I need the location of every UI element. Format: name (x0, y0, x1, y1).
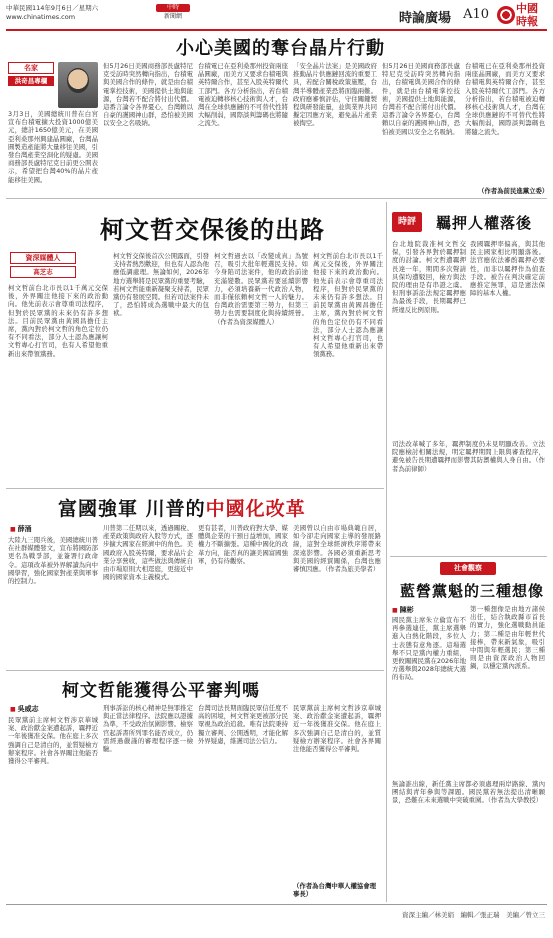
column-divider (386, 202, 387, 902)
section-divider (6, 198, 547, 199)
top-col-4: 「安全晶片法案」是美國政府推動晶片供應鏈回流的重要工具，若配合關稅政策施壓，台灣半導體產業恐將面臨兩難。政府應審慎評估，守住關鍵製程與研發能量，並與業界共同擬定因應方案，避免晶片產業被掏空。 (293, 62, 377, 128)
footer-rule (6, 904, 547, 905)
us-author: ■ 薛涌 (10, 524, 32, 534)
section-title: 時論廣場 (398, 11, 451, 26)
headline-chip: 小心美國的奪台晶片行動 (176, 38, 385, 59)
headline-us-red: 中國化改革 (205, 498, 306, 520)
masthead-left (6, 4, 98, 22)
us-col-1: 大陸九三閱兵後，美國總統川普在社群媒體發文，宣布將國防部更名為戰爭部，並簽署行政命令。這項改革被外界解讀為向中國學習，強化國家對產業與軍事的控制力。 (8, 536, 98, 586)
shiping-col-2: 我國羈押率偏高，與其他民主國家相比明顯落後。法官應依法審酌羈押必要性，而非以羈押作為偵查手段。被告在判決確定前應推定無罪，這是憲法保障的基本人權。 (470, 240, 545, 298)
section-divider (390, 556, 547, 557)
us-col-3: 更有甚者，川普政府對大學、媒體與企業的干預日益增加，國家權力不斷擴張。這種中國化的改革方向，能否真的讓美國富國強軍，仍有待觀察。 (198, 524, 288, 565)
header-rule (6, 29, 547, 31)
shiping-col-1: 台北地院裁准柯文哲交保，引發各界對於羈押制度的討論。柯文哲遭羈押長達一年，期間多次聲請具保均遭駁回，檢方與法院的理由是有串證之虞。但刑事訴訟法規定羈押應為最後手段，長期羈押已經違反比例原則。 (392, 240, 466, 314)
top-col-1: 3月3日，美國總統川普在白宮宣布台積電擴大投資1000億美元，總計1650億美元，在美國亞利桑那州興建晶圓廠，台灣晶圓製造產能將大量移往美國，引發台灣產業空洞化的疑慮。美國商務部長盧特尼克日前更公開表示，希望把台灣40%的晶片產能移往美國。 (8, 110, 98, 184)
us-col-2: 川普第二任期以來，透過關稅、產業政策與政府入股等方式，逐步擴大國家在經濟中的角色。美國政府入股英特爾，要求晶片企業分享營收，這些做法與傳統自由市場原則大相逕庭，更接近中國的國家資本主義模式。 (103, 524, 193, 582)
logo-badge: 中時 (156, 4, 190, 12)
us-col-4: 美國曾以自由市場典範自居，如今卻走向國家主導的發展路線，這對全球經濟秩序將帶來深遠影響。各國必須重新思考與美國的經貿關係，台灣也應審慎因應。（作者為旅美學者） (293, 524, 381, 574)
section-divider (6, 488, 384, 489)
ko-col-3: 柯文哲過去以「改變成真」為號召，吸引大批年輕選民支持。如今身陷司法案件，他的政治前途充滿變數。民眾黨若要延續影響力，必須培養新一代政治人物，而非僅依賴柯文哲一人的魅力。台灣政治需要第三勢力，但第三勢力也需要制度化與持續經營。（作者為資深媒體人） (214, 252, 308, 326)
shiping-col-3: 司法改革喊了多年，羈押制度仍未見明顯改善。立法院應檢討相關法規，明定羈押期間上限與審查程序，避免被告長期遭羈押而影響其防禦權與人身自由。（作者為前律師） (392, 440, 545, 473)
fair-author: ■ 吳威志 (10, 704, 39, 714)
brand-name: 中國時報 (516, 2, 538, 28)
site-url[interactable]: www.chinatimes.com (6, 13, 76, 21)
fair-author-note: （作者為台灣中華人權協會理事長） (293, 882, 377, 898)
ko-author-title: 資深媒體人 (10, 252, 76, 264)
headline-fair: 柯文哲能獲得公平審判嗎 (62, 681, 260, 701)
brand-logo (497, 2, 543, 30)
masthead (6, 4, 547, 30)
headline-kmt: 藍營黨魁的三種想像 (400, 582, 545, 600)
section-divider (6, 670, 384, 671)
column-label: 名家 (8, 62, 54, 74)
kmt-author: ■ 陳彬 (392, 605, 414, 615)
top-col-3: 台積電已在亞利桑那州投資兩座晶圓廠，而美方又要求台積電與英特爾合作，甚至入股英特爾代工部門。各方分析指出，若台積電被迫轉移核心技術與人才，台灣在全球供應鏈的不可替代性將大幅削弱，國際談判籌碼也將隨之流失。 (198, 62, 288, 128)
plum-blossom-icon (497, 6, 515, 24)
kmt-col-1: 國民黨主席朱立倫宣布不再參選連任，黨主席選舉進入白熱化階段，多位人士表態有意角逐。這場選舉不只是黨內權力重組，更攸關國民黨在2026年地方選舉與2028年總統大選的布局。 (392, 616, 466, 682)
columnist-name: 洪奇昌專欄 (8, 76, 54, 86)
fair-col-1: 民眾黨前主席柯文哲涉京華城案、政治獻金案遭起訴，羈押近一年後獲准交保。他在庭上多次強調自己是清白的，並質疑檢方辦案程序。社會各界關注他能否獲得公平審判。 (8, 716, 98, 766)
ko-col-1: 柯文哲前台北市長以1千萬元交保後，外界關注他接下來的政治動向。他先前表示會尊重司法程序，但對於民眾黨的未來仍有許多想法。目前民眾黨由黃國昌擔任主席，黨內對於柯文哲的角色定位仍有不同看法，部分人士認為應讓柯文哲專心打官司，也有人希望他重新出來帶領黨務。 (8, 284, 108, 358)
columnist-photo (58, 62, 98, 108)
logo-name: 新聞網 (163, 13, 182, 20)
headline-us (58, 494, 306, 521)
kmt-tag: 社會觀察 (440, 562, 496, 575)
fair-col-2: 刑事訴訟的核心精神是無罪推定與正當法律程序。法院應以證據為準，不受政治氛圍影響。檢察官起訴書所列罪名能否成立，仍需經過嚴謹的審理程序逐一檢驗。 (103, 704, 193, 754)
top-col-5: 但5月26日美國商務部長盧特尼克受訪時突然轉向指出，台積電與美國合作的條件，就是由台積電掌控技術，美國提供土地與能源，台灣若不配合將付出代價。這番言論令各界憂心，台灣賴以自豪的護國神山群，恐怕被美國以安全之名吸納。 (382, 62, 460, 136)
kmt-col-3: 無論誰出線，新任黨主席都必須處理兩岸路線、黨內團結與青年參與等課題。國民黨若無法提出清晰願景，恐難在未來選戰中突破重圍。（作者為大學教授） (392, 780, 545, 805)
kmt-col-2: 第一種想像是由地方諸侯出任，結合執政縣市首長的實力，強化選戰動員能力；第二種是由年輕世代接棒，帶來新氣象，吸引中間與年輕選民；第三種則是由資深政治人物回鍋，以穩定黨內派系。 (470, 605, 545, 671)
page-credits: 資深主編／林美娟 編輯／張正瑞 美編／曾立三 (402, 911, 545, 919)
headline-shiping: 羈押人權落後 (436, 214, 533, 232)
shiping-badge: 時評 (392, 212, 422, 232)
top-col-2: 但5月26日美國商務部長盧特尼克受訪時突然轉向指出，台積電與美國合作的條件，就是由台積電掌控技術，美國提供土地與能源，台灣若不配合將付出代價。這番言論令各界憂心，台灣賴以自豪的護國神山群，恐怕被美國以安全之名吸納。 (103, 62, 193, 128)
top-col-6: 台積電已在亞利桑那州投資兩座晶圓廠，而美方又要求台積電與英特爾合作，甚至入股英特爾代工部門。各方分析指出，若台積電被迫轉移核心技術與人才，台灣在全球供應鏈的不可替代性將大幅削弱，國際談判籌碼也將隨之流失。 (465, 62, 545, 136)
headline-us-black: 富國強軍 川普的 (58, 498, 206, 520)
chinatimes-news-logo (156, 4, 190, 24)
ko-col-4: 柯文哲前台北市長以1千萬元交保後，外界關注他接下來的政治動向。他先前表示會尊重司法程序，但對於民眾黨的未來仍有許多想法。目前民眾黨由黃國昌擔任主席，黨內對於柯文哲的角色定位仍有不同看法，部分人士認為應讓柯文哲專心打官司，也有人希望他重新出來帶領黨務。 (313, 252, 383, 359)
fair-col-4: 民眾黨前主席柯文哲涉京華城案、政治獻金案遭起訴，羈押近一年後獲准交保。他在庭上多次強調自己是清白的，並質疑檢方辦案程序。社會各界關注他能否獲得公平審判。 (293, 704, 381, 754)
top-author-note: （作者為前民進黨立委） (478, 187, 549, 195)
portrait-image (67, 68, 89, 94)
ko-author-name: 高芝志 (10, 266, 76, 278)
fair-col-3: 台灣司法長期面臨民眾信任度不高的困境，柯文哲案更被部分民眾視為政治追殺。唯有法院秉持獨立審判、公開透明，才能化解外界疑慮，維護司法公信力。 (198, 704, 288, 745)
issue-date: 中華民國114年9月6日／星期六 (6, 4, 99, 12)
page-number: A10 (463, 7, 489, 22)
ko-col-2: 柯文哲交保後首次公開露面，引發支持者熱烈歡迎，但也有人認為他應低調處理。無論如何，2026年地方選舉將是民眾黨的重要考驗，若柯文哲能重新凝聚支持者，民眾黨仍有發展空間。但若司法案件未了，恐怕將成為選戰中最大的包袱。 (113, 252, 209, 318)
headline-ko: 柯文哲交保後的出路 (100, 215, 325, 244)
